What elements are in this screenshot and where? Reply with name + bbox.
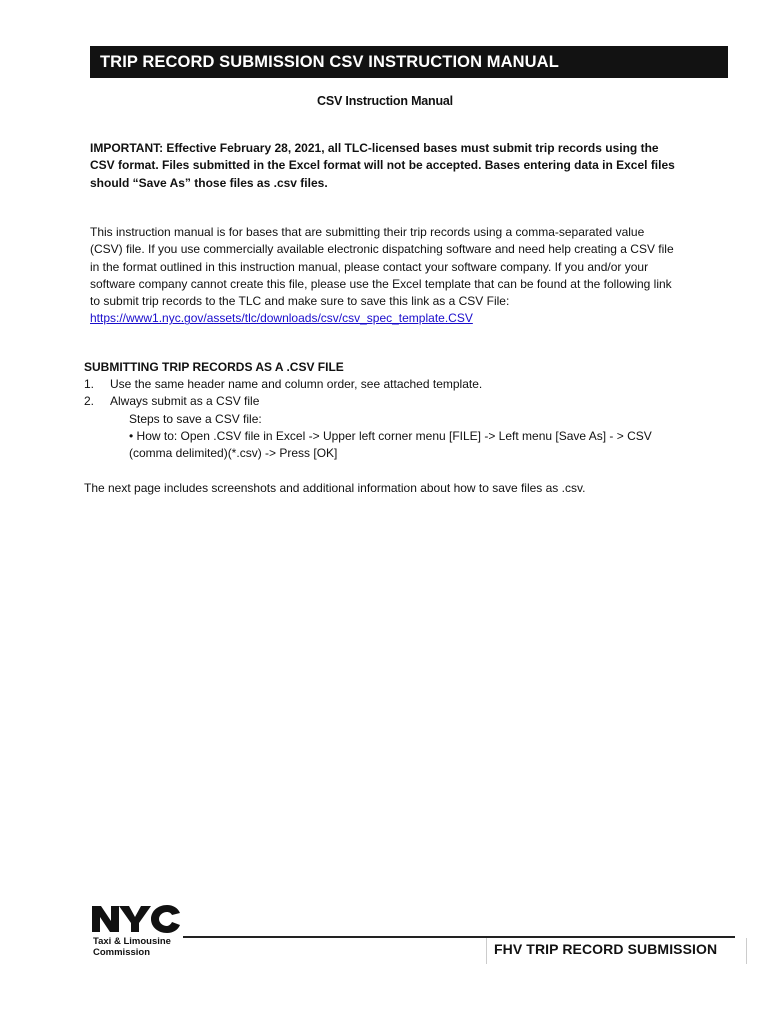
list-item-number: 1. (84, 377, 95, 391)
steps-label: Steps to save a CSV file: (129, 411, 262, 426)
logo-caption (93, 936, 171, 958)
section-heading-submitting: SUBMITTING TRIP RECORDS AS A .CSV FILE (84, 360, 344, 374)
list-item (84, 393, 704, 462)
intro-paragraph (90, 224, 680, 328)
nyc-logo-icon (92, 904, 182, 934)
list-item-number: 2. (84, 394, 95, 409)
list-item-text: Always submit as a CSV file (110, 394, 260, 409)
list-item-text: Use the same header name and column order, see attached template. (110, 377, 483, 391)
footer-title-right-border (746, 938, 747, 964)
next-page-note: The next page includes screenshots and additional information about how to save files as .csv. (84, 481, 586, 495)
save-csv-steps (110, 411, 704, 463)
footer-title-left-border (486, 938, 487, 964)
steps-line-2: (comma delimited)(*.csv) -> Press [OK] (129, 446, 338, 461)
document-title: TRIP RECORD SUBMISSION CSV INSTRUCTION MANUAL (100, 53, 559, 71)
footer-title: FHV TRIP RECORD SUBMISSION (494, 941, 718, 957)
csv-template-link[interactable]: https://www1.nyc.gov/assets/tlc/downloads/csv/csv_spec_template.CSV (90, 311, 473, 326)
submission-steps-list (84, 376, 704, 462)
document-subtitle: CSV Instruction Manual (317, 94, 453, 108)
list-item (84, 376, 704, 393)
important-notice: IMPORTANT: Effective February 28, 2021, all TLC-licensed bases must submit trip records using the CSV format. Files submitted in the Excel format will not be accepted. Bases entering data in Excel files should “Save As” those files as .csv files. (90, 141, 675, 190)
document-header-bar (90, 46, 728, 78)
footer-divider (183, 936, 735, 938)
nyc-tlc-logo (92, 904, 184, 960)
steps-line-1: • How to: Open .CSV file in Excel -> Upper left corner menu [FILE] -> Left menu [Save As] - > CSV (129, 428, 652, 443)
intro-text: This instruction manual is for bases that are submitting their trip records using a comma-separated value (CSV) file. If you use commercially available electronic dispatching software and need help creating a CSV file in the format outlined in this instruction manual, please contact your software company. If you and/or your software company cannot create this file, please use the Excel template that can be found at the following link to submit trip records to the TLC and make sure to save this link as a CSV File: (90, 225, 674, 309)
logo-caption-line-2: Commission (93, 947, 151, 958)
logo-caption-line-1: Taxi & Limousine (93, 936, 171, 947)
